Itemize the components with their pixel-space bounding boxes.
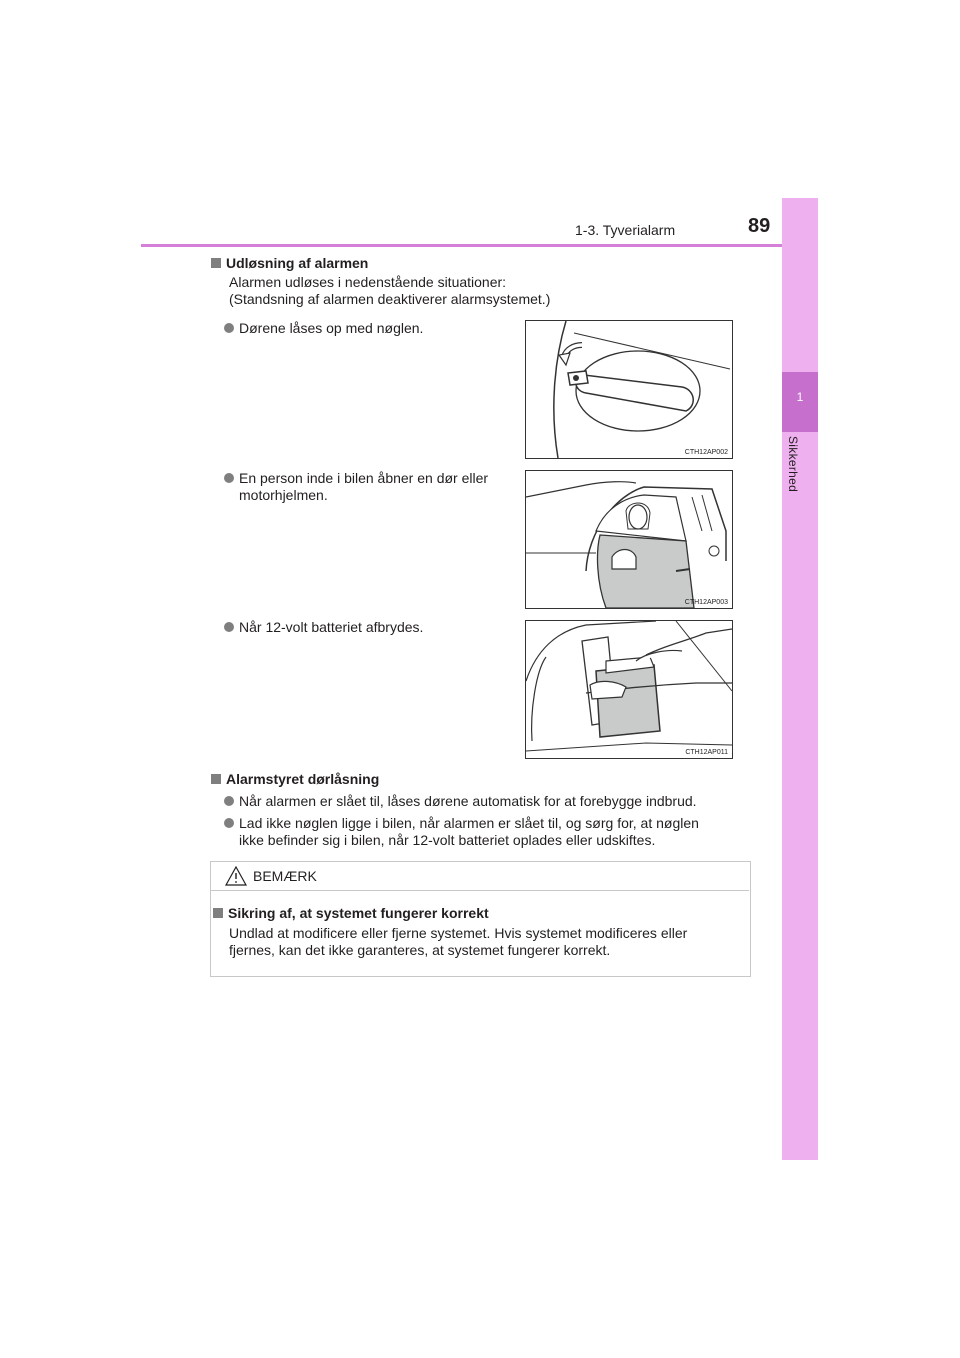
square-bullet-icon [211,258,221,268]
section-title: 1-3. Tyverialarm [575,222,676,238]
figure-code: CTH12AP002 [684,449,728,456]
notice-body: Undlad at modificere eller fjerne systemet. Hvis systemet modificeres eller fjernes, kan det ikke garanteres, at systemet fungerer korrekt. [229,925,688,958]
door-lock-bullet-2: Lad ikke nøglen ligge i bilen, når alarmen er slået til, og sørg for, at nøglen ikke befinder sig i bilen, når 12-volt batteriet oplades eller udskiftes. [224,815,699,849]
warning-triangle-icon [225,866,247,886]
trigger-heading: Udløsning af alarmen [211,255,368,271]
trigger-intro: Alarmen udløses i nedenstående situationer: (Standsning af alarmen deaktiverer alarmsystemet.) [229,274,551,307]
door-handle-key-icon [526,321,732,458]
trigger-item-1: Dørene låses op med nøglen. [224,320,423,337]
round-bullet-icon [224,818,234,828]
car-door-person-icon [526,471,732,608]
trigger-item-3: Når 12-volt batteriet afbrydes. [224,619,423,636]
round-bullet-icon [224,323,234,333]
battery-hands-icon [526,621,732,758]
figure-code: CTH12AP003 [684,599,728,606]
notice-heading: Sikring af, at systemet fungerer korrekt [213,905,489,921]
header-rule [141,244,818,247]
round-bullet-icon [224,796,234,806]
side-tab [782,198,818,1160]
battery-disconnect-illustration [525,620,733,759]
round-bullet-icon [224,622,234,632]
figure-code: CTH12AP011 [685,749,728,756]
door-key-illustration [525,320,733,459]
person-opening-door-illustration [525,470,733,609]
side-tab-label: Sikkerhed [786,436,800,493]
door-lock-bullet-1: Når alarmen er slået til, låses dørene automatisk for at forebygge indbrud. [224,793,697,810]
door-lock-heading: Alarmstyret dørlåsning [211,771,379,787]
square-bullet-icon [211,774,221,784]
page-number: 89 [748,215,771,237]
notice-title: BEMÆRK [253,868,317,884]
side-tab-chapter-number: 1 [796,390,804,404]
round-bullet-icon [224,473,234,483]
square-bullet-icon [213,908,223,918]
trigger-item-2: En person inde i bilen åbner en dør eller motorhjelmen. [224,470,488,504]
